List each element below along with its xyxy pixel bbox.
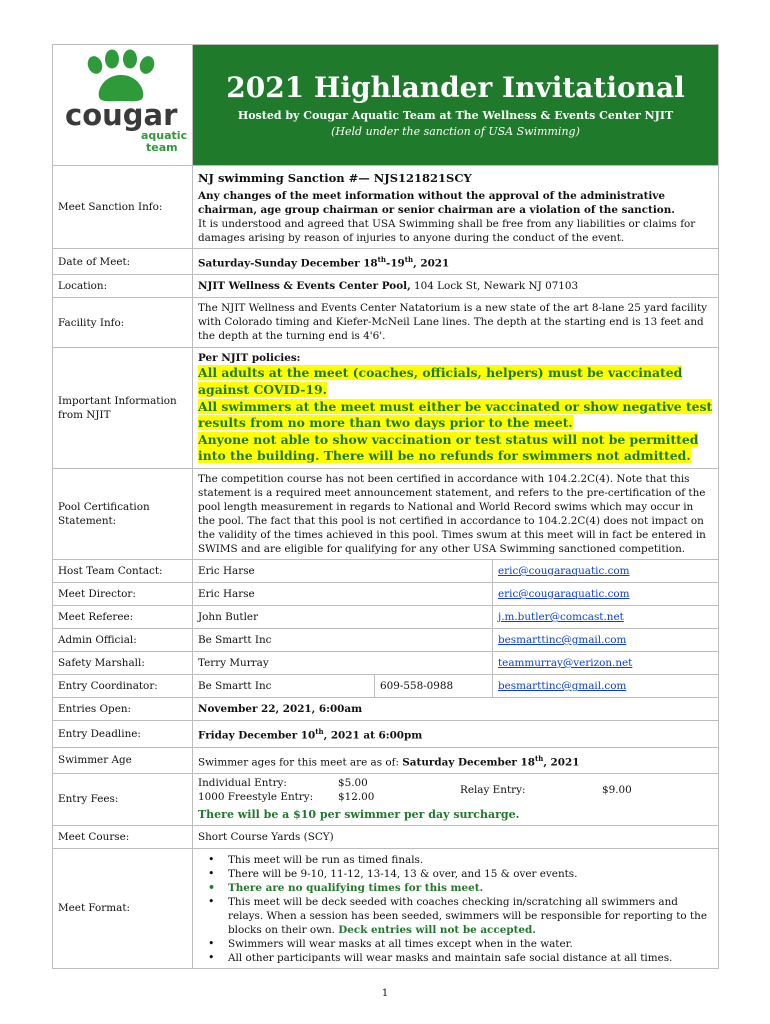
pool-cert-value: The competition course has not been certified in accordance with 104.2.2C(4). Note that this statement is a required meet announcement statement, and refers to the pre-certification of the pool length measurement in regards to National and World Record swims which may occur in the pool. The fact that this pool is not certified in accordance to 104.2.2C(4) does not impact on the validity of the times achieved in this pool. Times swum at this meet will in fact be entered in SWIMS and are eligible for qualifying for any other USA Swimming sanctioned competition. <box>193 469 719 560</box>
entries-open-row <box>53 698 719 721</box>
date-label: Date of Meet: <box>53 249 193 275</box>
location-value <box>193 275 719 298</box>
entries-open-value: November 22, 2021, 6:00am <box>193 698 719 721</box>
logo-sub2: team <box>146 141 178 154</box>
contact-email-cell <box>493 583 719 606</box>
entry-deadline-row <box>53 721 719 747</box>
njit-label: Important Information from NJIT <box>53 348 193 469</box>
entries-open-label: Entries Open: <box>53 698 193 721</box>
date-value <box>193 249 719 275</box>
sanction-warning: Any changes of the meet information without the approval of the administrative chairman, age group chairman or senior chairman are a violation of the sanction. <box>198 190 675 216</box>
contact-name: Eric Harse <box>193 583 493 606</box>
sanction-liability: It is understood and agreed that USA Swimming shall be free from any liabilities or claims for damages arising by reason of injuries to anyone during the conduct of the event. <box>198 218 696 244</box>
sanction-number: NJ swimming Sanction #— NJS121821SCY <box>198 171 472 185</box>
meet-info-table <box>52 44 719 969</box>
freestyle-entry-fee: $12.00 <box>338 790 375 803</box>
format-list <box>204 853 713 965</box>
age-date: Saturday December 18 <box>402 755 535 768</box>
email-link[interactable]: besmarttinc@gmail.com <box>498 634 627 647</box>
list-item <box>204 895 713 937</box>
location-label: Location: <box>53 275 193 298</box>
contact-label: Meet Referee: <box>53 606 193 629</box>
meet-title: 2021 Highlander Invitational <box>226 70 685 104</box>
location-row <box>53 275 719 298</box>
deadline-suffix: th <box>315 727 324 737</box>
pool-cert-label: Pool Certification Statement: <box>53 469 193 560</box>
meet-host: Hosted by Cougar Aquatic Team at The Wellness & Events Center NJIT <box>237 108 674 122</box>
list-item: • There will be 9-10, 11-12, 13-14, 13 & over, and 15 & over events. <box>204 867 713 881</box>
highlight-text: All adults at the meet (coaches, officials, helpers) must be vaccinated against COVID-19. <box>198 365 683 398</box>
format-label: Meet Format: <box>53 848 193 968</box>
sanction-note: (Held under the sanction of USA Swimming) <box>331 124 580 138</box>
njit-policy-3 <box>198 432 713 465</box>
individual-entry-fee: $5.00 <box>338 776 368 789</box>
highlight-text: All swimmers at the meet must either be vaccinated or show negative test results from no more than two days prior to the meet. <box>198 398 713 431</box>
swimmer-age-label: Swimmer Age <box>53 747 193 773</box>
date-part: -19 <box>386 257 405 270</box>
freestyle-entry-label: 1000 Freestyle Entry: <box>198 790 314 803</box>
age-date: , 2021 <box>543 755 580 768</box>
deadline-part: Friday December 10 <box>198 729 316 742</box>
email-link[interactable]: eric@cougaraquatic.com <box>498 588 630 601</box>
fees-grid <box>198 776 713 804</box>
contact-email-cell <box>493 629 719 652</box>
swimmer-age-value <box>193 747 719 773</box>
list-item: • This meet will be run as timed finals. <box>204 853 713 867</box>
njit-policy-2 <box>198 399 713 432</box>
contact-email-cell <box>493 675 719 698</box>
contact-name: John Butler <box>193 606 493 629</box>
contact-row <box>53 560 719 583</box>
list-item: • There are no qualifying times for this meet. <box>204 881 713 895</box>
contact-email-cell <box>493 652 719 675</box>
contact-name: Be Smartt Inc <box>193 629 493 652</box>
contact-row <box>53 606 719 629</box>
fees-values <box>338 776 460 804</box>
course-row <box>53 825 719 848</box>
list-item: • Swimmers will wear masks at all times except when in the water. <box>204 937 713 951</box>
format-emphasis: Deck entries will not be accepted. <box>338 923 536 936</box>
contact-label: Admin Official: <box>53 629 193 652</box>
highlight-text: Anyone not able to show vaccination or test status will not be permitted into the building. There will be no refunds for swimmers not admitted. <box>198 431 699 464</box>
contact-name: Be Smartt Inc <box>193 675 375 698</box>
deadline-part: , 2021 at 6:00pm <box>323 729 423 742</box>
facility-value: The NJIT Wellness and Events Center Natatorium is a new state of the art 8-lane 25 yard facility with Colorado timing and Kiefer-McNeil Lane lines. The depth at the starting end is 13 feet and the depth at the turning end is 4'6'. <box>193 298 719 348</box>
pool-name: NJIT Wellness & Events Center Pool, <box>198 280 411 293</box>
njit-heading: Per NJIT policies: <box>198 352 301 365</box>
njit-value <box>193 348 719 469</box>
fees-row <box>53 773 719 825</box>
pool-address: 104 Lock St, Newark NJ 07103 <box>410 280 579 293</box>
course-label: Meet Course: <box>53 825 193 848</box>
relay-entry-label: Relay Entry: <box>460 783 526 796</box>
contact-name: Eric Harse <box>193 560 493 583</box>
surcharge-note: There will be a $10 per swimmer per day surcharge. <box>198 807 520 821</box>
email-link[interactable]: besmarttinc@gmail.com <box>498 680 627 693</box>
date-suffix: th <box>377 255 386 264</box>
contact-phone: 609-558-0988 <box>375 675 493 698</box>
njit-row <box>53 348 719 469</box>
entry-deadline-value <box>193 721 719 747</box>
page-number: 1 <box>381 988 389 999</box>
age-text: Swimmer ages for this meet are as of: <box>198 755 403 768</box>
contact-label: Safety Marshall: <box>53 652 193 675</box>
logo-cell <box>53 45 193 166</box>
facility-row <box>53 298 719 348</box>
contact-row <box>53 629 719 652</box>
paw-print-icon <box>85 50 156 102</box>
contact-label: Entry Coordinator: <box>53 675 193 698</box>
sanction-value <box>193 166 719 249</box>
list-item: • All other participants will wear masks and maintain safe social distance at all times. <box>204 951 713 965</box>
sanction-label: Meet Sanction Info: <box>53 166 193 249</box>
fees-label: Entry Fees: <box>53 773 193 825</box>
date-suffix: th <box>404 255 414 264</box>
contact-label: Host Team Contact: <box>53 560 193 583</box>
email-link[interactable]: eric@cougaraquatic.com <box>498 565 630 578</box>
individual-entry-label: Individual Entry: <box>198 776 287 789</box>
format-value <box>193 848 719 968</box>
format-text: This meet will be deck seeded with coaches checking in/scratching all swimmers and relays. When a session has been seeded, swimmers will be responsible for reporting to the blocks on their own. <box>228 895 707 936</box>
cougar-logo <box>53 45 191 161</box>
sanction-row <box>53 166 719 249</box>
date-part: , 2021 <box>413 257 450 270</box>
swimmer-age-row <box>53 747 719 773</box>
contact-email-cell <box>493 606 719 629</box>
age-suffix: th <box>534 753 544 763</box>
meet-info-sheet <box>52 44 718 969</box>
logo-word: cougar <box>65 98 178 132</box>
header-banner <box>193 45 719 166</box>
njit-policy-1 <box>198 365 713 398</box>
format-row <box>53 848 719 968</box>
date-part: Saturday-Sunday December 18 <box>198 257 378 270</box>
course-value: Short Course Yards (SCY) <box>193 825 719 848</box>
date-row <box>53 249 719 275</box>
relay-entry-fee: $9.00 <box>602 783 632 796</box>
header-row <box>53 45 719 166</box>
fees-value <box>193 773 719 825</box>
pool-cert-row <box>53 469 719 560</box>
contact-label: Meet Director: <box>53 583 193 606</box>
entry-deadline-label: Entry Deadline: <box>53 721 193 747</box>
email-link[interactable]: teammurray@verizon.net <box>498 657 633 670</box>
contact-row <box>53 583 719 606</box>
contact-email-cell <box>493 560 719 583</box>
facility-label: Facility Info: <box>53 298 193 348</box>
contact-row <box>53 675 719 698</box>
contact-row <box>53 652 719 675</box>
contact-name: Terry Murray <box>193 652 493 675</box>
fees-labels <box>198 776 338 804</box>
email-link[interactable]: j.m.butler@comcast.net <box>498 611 624 624</box>
logo-sub1: aquatic <box>141 129 188 142</box>
